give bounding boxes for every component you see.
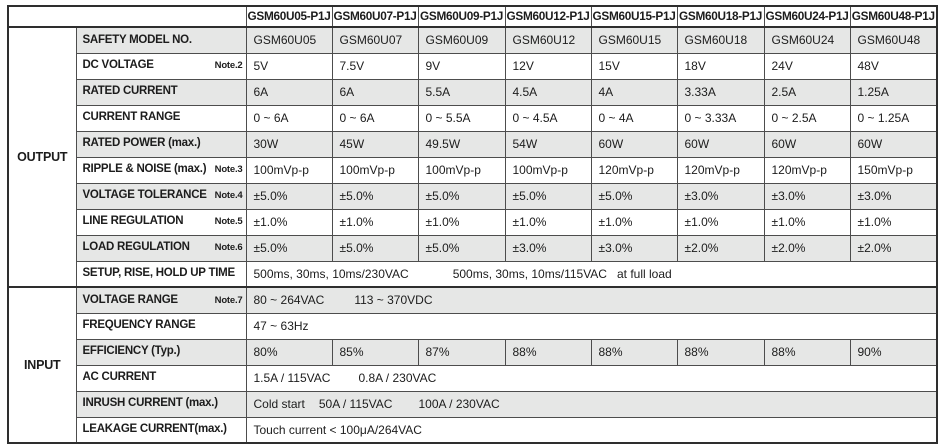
spec-cell: ±1.0% — [505, 209, 591, 235]
spec-table — [7, 5, 938, 444]
spec-text: 80 ~ 264VAC — [253, 293, 325, 308]
spec-cell: 100mVp-p — [418, 157, 505, 183]
row-label-line-regulation — [76, 209, 246, 235]
model-header: GSM60U05-P1J — [246, 6, 332, 27]
spec-cell: ±5.0% — [591, 183, 677, 209]
spec-cell: ±5.0% — [246, 183, 332, 209]
spec-cell: 88% — [677, 339, 764, 365]
spec-cell: 0 ~ 5.5A — [418, 105, 505, 131]
spec-cell: 88% — [591, 339, 677, 365]
spec-cell: 2.5A — [764, 79, 850, 105]
spec-cell: ±1.0% — [591, 209, 677, 235]
spec-cell: 0 ~ 4.5A — [505, 105, 591, 131]
spec-cell: ±1.0% — [677, 209, 764, 235]
spec-text: 0.8A / 230VAC — [358, 371, 437, 385]
spec-cell: 150mVp-p — [850, 157, 937, 183]
spec-cell: ±3.0% — [677, 183, 764, 209]
section-label-input: INPUT — [8, 287, 76, 443]
spec-cell: GSM60U18 — [677, 27, 764, 53]
spec-cell: GSM60U15 — [591, 27, 677, 53]
row-label-inrush-current — [76, 391, 246, 417]
row-label-load-regulation — [76, 235, 246, 261]
table-row — [8, 131, 937, 157]
spec-cell: 0 ~ 4A — [591, 105, 677, 131]
row-label-text: FREQUENCY RANGE — [82, 319, 196, 332]
table-row — [8, 235, 937, 261]
corner-cell — [8, 6, 246, 27]
spec-cell: 18V — [677, 53, 764, 79]
spec-cell: 120mVp-p — [764, 157, 850, 183]
spec-cell: ±5.0% — [418, 235, 505, 261]
spec-cell: 85% — [332, 339, 418, 365]
row-label-ac-current — [76, 365, 246, 391]
table-row — [8, 313, 937, 339]
spec-cell: 60W — [764, 131, 850, 157]
spec-cell: 87% — [418, 339, 505, 365]
model-header: GSM60U24-P1J — [764, 6, 850, 27]
table-row — [8, 287, 937, 313]
row-label-text: RATED POWER (max.) — [82, 137, 201, 150]
section-label-output: OUTPUT — [8, 27, 76, 287]
spec-cell: 0 ~ 2.5A — [764, 105, 850, 131]
spec-cell: 7.5V — [332, 53, 418, 79]
spec-cell: 9V — [418, 53, 505, 79]
row-label-text: LOAD REGULATION — [82, 241, 190, 254]
row-label-voltage-tolerance — [76, 183, 246, 209]
row-label-rated-current — [76, 79, 246, 105]
spec-cell: ±1.0% — [764, 209, 850, 235]
row-label-ripple-noise — [76, 157, 246, 183]
table-row — [8, 339, 937, 365]
spec-cell: 60W — [677, 131, 764, 157]
model-header: GSM60U07-P1J — [332, 6, 418, 27]
spec-cell: 100mVp-p — [246, 157, 332, 183]
model-header: GSM60U15-P1J — [591, 6, 677, 27]
model-header: GSM60U18-P1J — [677, 6, 764, 27]
spec-cell: ±2.0% — [764, 235, 850, 261]
spec-cell: 3.33A — [677, 79, 764, 105]
row-note: Note.5 — [214, 216, 243, 228]
spec-text: 113 ~ 370VDC — [354, 293, 433, 308]
spec-text: at full load — [616, 266, 672, 281]
spec-text: 100A / 230VAC — [418, 397, 500, 411]
merged-spec-cell — [246, 365, 937, 391]
table-row — [8, 365, 937, 391]
row-label-frequency-range — [76, 313, 246, 339]
spec-cell: 120mVp-p — [677, 157, 764, 183]
spec-cell: 88% — [505, 339, 591, 365]
spec-cell: 5.5A — [418, 79, 505, 105]
spec-cell: 0 ~ 3.33A — [677, 105, 764, 131]
row-label-setup-rise-holdup — [76, 261, 246, 287]
spec-cell: 120mVp-p — [591, 157, 677, 183]
spec-cell: 54W — [505, 131, 591, 157]
spec-cell: 24V — [764, 53, 850, 79]
spec-cell: ±5.0% — [418, 183, 505, 209]
spec-cell: 80% — [246, 339, 332, 365]
spec-cell: GSM60U48 — [850, 27, 937, 53]
row-note: Note.3 — [214, 164, 243, 176]
spec-text: Cold start — [253, 397, 305, 411]
model-header: GSM60U48-P1J — [850, 6, 937, 27]
spec-cell: 100mVp-p — [505, 157, 591, 183]
table-row — [8, 391, 937, 417]
spec-cell: ±2.0% — [677, 235, 764, 261]
row-label-text: SAFETY MODEL NO. — [82, 33, 192, 46]
row-label-voltage-range — [76, 287, 246, 313]
spec-cell: ±5.0% — [505, 183, 591, 209]
merged-spec-cell — [246, 287, 937, 313]
spec-cell: 4A — [591, 79, 677, 105]
spec-text: 500ms, 30ms, 10ms/230VAC — [253, 266, 409, 281]
table-row — [8, 79, 937, 105]
row-label-text: VOLTAGE RANGE — [82, 293, 178, 306]
spec-cell: 60W — [850, 131, 937, 157]
spec-cell: 100mVp-p — [332, 157, 418, 183]
spec-cell: GSM60U05 — [246, 27, 332, 53]
table-row — [8, 209, 937, 235]
spec-cell: 5V — [246, 53, 332, 79]
model-header: GSM60U12-P1J — [505, 6, 591, 27]
spec-cell: 88% — [764, 339, 850, 365]
merged-spec-cell — [246, 261, 937, 287]
row-label-text: LINE REGULATION — [82, 215, 184, 228]
spec-text: 1.5A / 115VAC — [253, 371, 331, 385]
spec-cell: 0 ~ 1.25A — [850, 105, 937, 131]
spec-cell: 45W — [332, 131, 418, 157]
row-label-text: LEAKAGE CURRENT(max.) — [82, 423, 227, 435]
row-label-dc-voltage — [76, 53, 246, 79]
spec-cell: ±1.0% — [850, 209, 937, 235]
spec-cell: ±5.0% — [246, 235, 332, 261]
spec-cell: 1.25A — [850, 79, 937, 105]
spec-text: 500ms, 30ms, 10ms/115VAC — [452, 266, 607, 281]
row-label-rated-power — [76, 131, 246, 157]
spec-text: 47 ~ 63Hz — [253, 319, 309, 333]
spec-cell: GSM60U24 — [764, 27, 850, 53]
merged-spec-cell — [246, 417, 937, 443]
model-header-row — [8, 6, 937, 27]
row-note: Note.6 — [214, 242, 243, 254]
row-label-leakage-current — [76, 417, 246, 443]
row-note: Note.2 — [214, 60, 243, 72]
table-row — [8, 53, 937, 79]
spec-cell: 4.5A — [505, 79, 591, 105]
spec-text: 50A / 115VAC — [318, 397, 393, 411]
table-row — [8, 27, 937, 53]
row-label-text: RATED CURRENT — [82, 85, 178, 98]
row-label-safety-model — [76, 27, 246, 53]
table-row — [8, 157, 937, 183]
spec-cell: 12V — [505, 53, 591, 79]
spec-cell: 49.5W — [418, 131, 505, 157]
row-label-efficiency — [76, 339, 246, 365]
spec-cell: ±3.0% — [764, 183, 850, 209]
row-label-text: CURRENT RANGE — [82, 111, 181, 124]
spec-cell: 0 ~ 6A — [246, 105, 332, 131]
table-row — [8, 417, 937, 443]
merged-spec-cell — [246, 313, 937, 339]
spec-cell: 6A — [246, 79, 332, 105]
row-label-text: AC CURRENT — [82, 371, 157, 384]
spec-text: Touch current < 100μA/264VAC — [253, 422, 422, 437]
spec-cell: 30W — [246, 131, 332, 157]
spec-cell: ±3.0% — [850, 183, 937, 209]
row-label-text: EFFICIENCY (Typ.) — [82, 345, 181, 358]
spec-cell: GSM60U09 — [418, 27, 505, 53]
table-row — [8, 261, 937, 287]
spec-cell: ±1.0% — [418, 209, 505, 235]
spec-cell: ±3.0% — [505, 235, 591, 261]
row-label-text: INRUSH CURRENT (max.) — [82, 397, 218, 410]
spec-cell: 6A — [332, 79, 418, 105]
spec-cell: 48V — [850, 53, 937, 79]
row-note: Note.4 — [214, 190, 243, 202]
spec-cell: 60W — [591, 131, 677, 157]
spec-cell: ±5.0% — [332, 235, 418, 261]
spec-cell: 15V — [591, 53, 677, 79]
spec-cell: 0 ~ 6A — [332, 105, 418, 131]
spec-cell: GSM60U07 — [332, 27, 418, 53]
merged-spec-cell — [246, 391, 937, 417]
spec-cell: ±1.0% — [246, 209, 332, 235]
table-row — [8, 183, 937, 209]
spec-cell: 90% — [850, 339, 937, 365]
spec-cell: ±5.0% — [332, 183, 418, 209]
row-note: Note.7 — [214, 294, 243, 306]
row-label-text: VOLTAGE TOLERANCE — [82, 189, 207, 202]
spec-cell: ±3.0% — [591, 235, 677, 261]
row-label-text: DC VOLTAGE — [82, 59, 154, 72]
spec-cell: GSM60U12 — [505, 27, 591, 53]
row-label-text: SETUP, RISE, HOLD UP TIME — [82, 267, 235, 279]
table-row — [8, 105, 937, 131]
spec-sheet — [7, 5, 938, 444]
row-label-current-range — [76, 105, 246, 131]
model-header: GSM60U09-P1J — [418, 6, 505, 27]
spec-cell: ±1.0% — [332, 209, 418, 235]
spec-cell: ±2.0% — [850, 235, 937, 261]
row-label-text: RIPPLE & NOISE (max.) — [82, 163, 207, 176]
